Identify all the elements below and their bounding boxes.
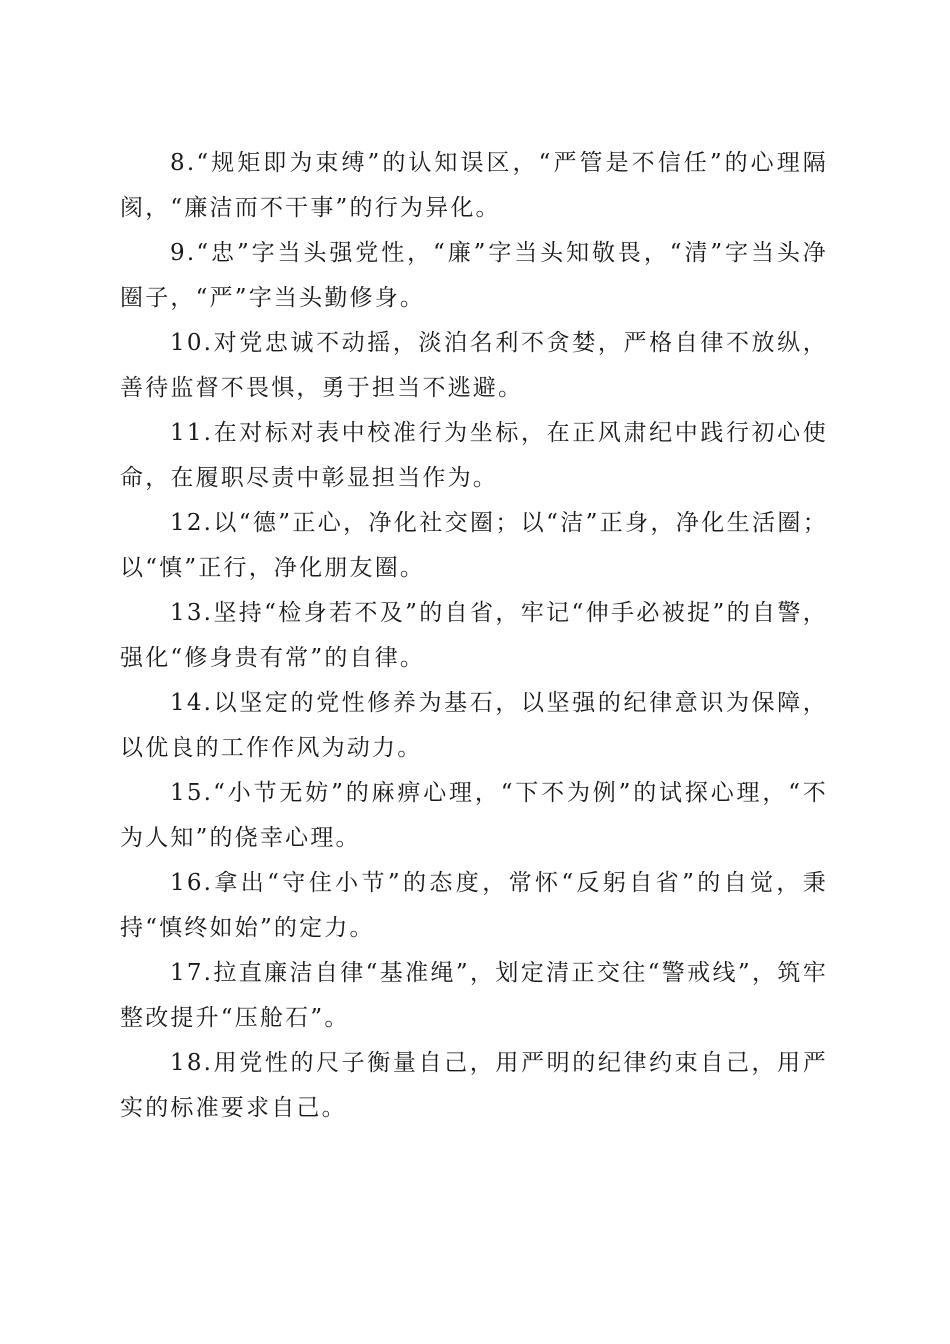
paragraph-item-8: 8.“规矩即为束缚”的认知误区，“严管是不信任”的心理隔阂，“廉洁而不干事”的行为异化。 — [120, 150, 828, 221]
paragraph-item-12: 12.以“德”正心，净化社交圈；以“洁”正身，净化生活圈；以“慎”正行，净化朋友圈。 — [120, 510, 828, 581]
document-body — [120, 141, 828, 1131]
paragraph-item-14: 14.以坚定的党性修养为基石，以坚强的纪律意识为保障，以优良的工作作风为动力。 — [120, 690, 828, 761]
paragraph-item-9: 9.“忠”字当头强党性，“廉”字当头知敬畏，“清”字当头净圈子，“严”字当头勤修身。 — [120, 240, 828, 311]
paragraph-item-15: 15.“小节无妨”的麻痹心理，“下不为例”的试探心理，“不为人知”的侥幸心理。 — [120, 780, 828, 851]
paragraph-item-11: 11.在对标对表中校准行为坐标，在正风肃纪中践行初心使命，在履职尽责中彰显担当作为。 — [120, 420, 828, 491]
paragraph-item-16: 16.拿出“守住小节”的态度，常怀“反躬自省”的自觉，秉持“慎终如始”的定力。 — [120, 870, 828, 941]
paragraph-item-10: 10.对党忠诚不动摇，淡泊名利不贪婪，严格自律不放纵，善待监督不畏惧，勇于担当不逃避。 — [120, 330, 828, 401]
paragraph-item-17: 17.拉直廉洁自律“基准绳”，划定清正交往“警戒线”，筑牢整改提升“压舱石”。 — [120, 960, 828, 1031]
paragraph-item-13: 13.坚持“检身若不及”的自省，牢记“伸手必被捉”的自警，强化“修身贵有常”的自律。 — [120, 600, 828, 671]
paragraph-item-18: 18.用党性的尺子衡量自己，用严明的纪律约束自己，用严实的标准要求自己。 — [120, 1050, 828, 1121]
